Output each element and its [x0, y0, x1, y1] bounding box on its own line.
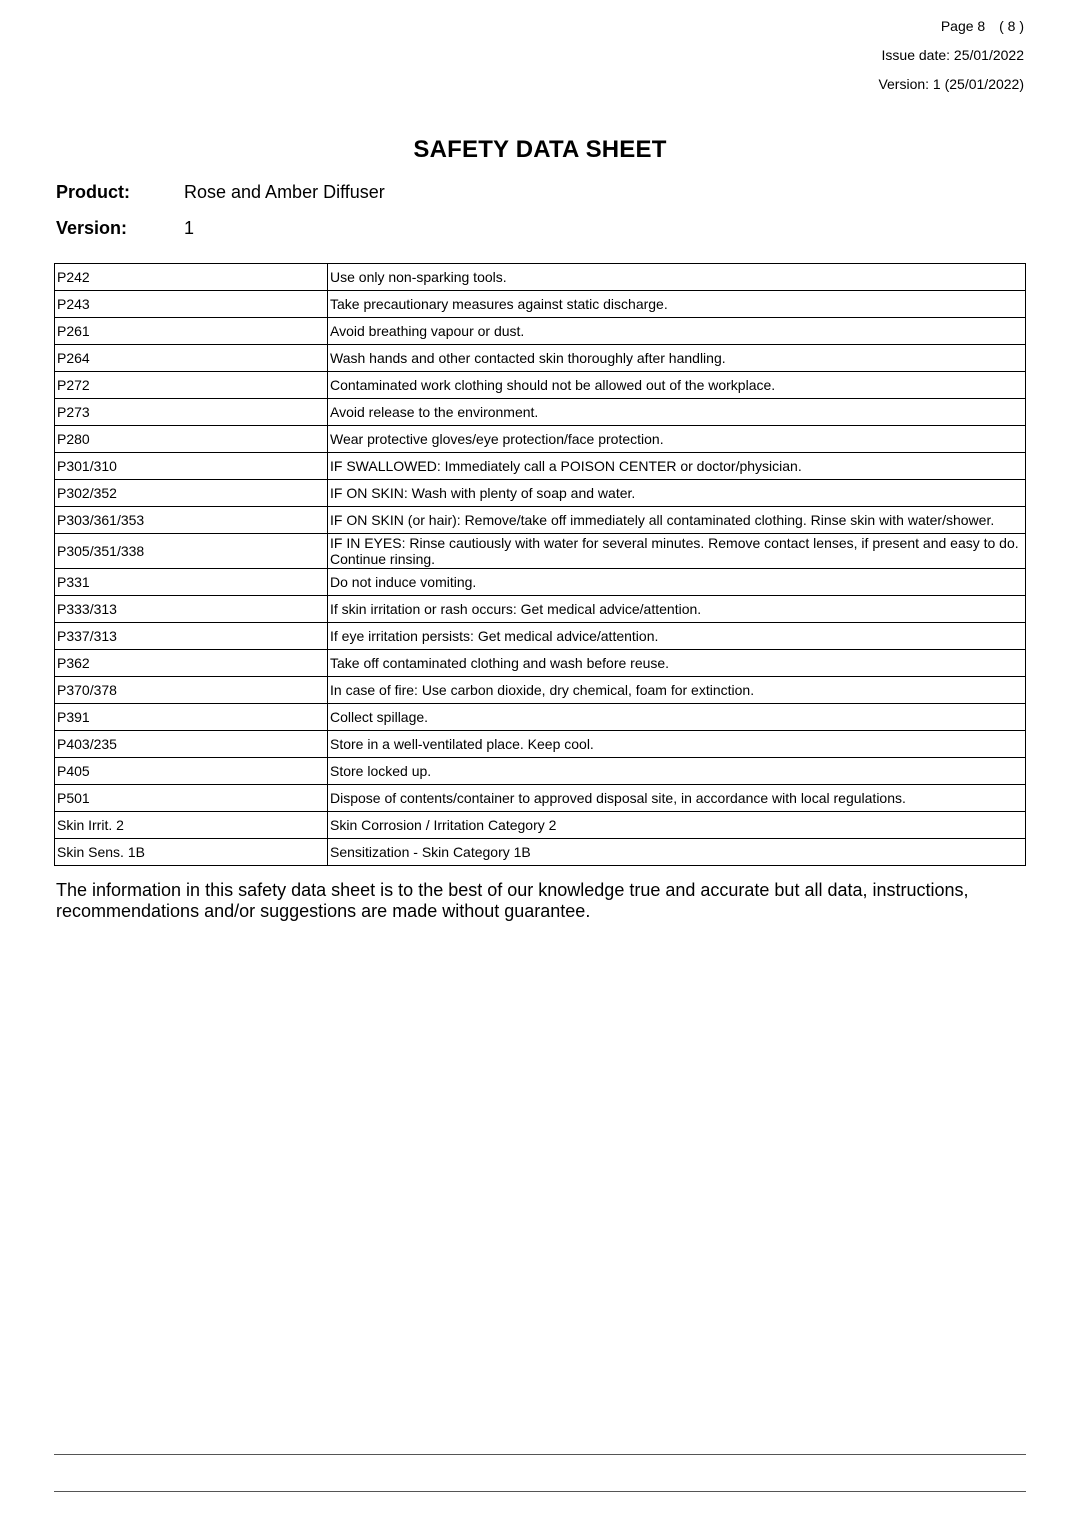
statement-code: Skin Irrit. 2 [55, 812, 328, 839]
page-header [878, 12, 1024, 99]
statement-code: P405 [55, 758, 328, 785]
statement-code: P337/313 [55, 623, 328, 650]
document-title: SAFETY DATA SHEET [413, 136, 667, 163]
precautionary-statements-table [54, 263, 1026, 866]
version-value: 1 [184, 218, 195, 238]
statement-text: Take off contaminated clothing and wash before reuse. [328, 650, 1026, 677]
page-number-value: 8 [977, 18, 986, 34]
table-row [55, 623, 1026, 650]
statement-code: P272 [55, 372, 328, 399]
table-row [55, 426, 1026, 453]
statement-code: P391 [55, 704, 328, 731]
table-row [55, 785, 1026, 812]
statement-text: IF ON SKIN: Wash with plenty of soap and water. [328, 480, 1026, 507]
statement-text: Wear protective gloves/eye protection/face protection. [328, 426, 1026, 453]
table-row [55, 569, 1026, 596]
table-row [55, 264, 1026, 291]
statement-code: Skin Sens. 1B [55, 839, 328, 866]
statement-code: P242 [55, 264, 328, 291]
statement-code: P273 [55, 399, 328, 426]
table-row [55, 507, 1026, 534]
issue-date: Issue date: 25/01/2022 [881, 47, 1024, 63]
statement-text: Dispose of contents/container to approved disposal site, in accordance with local regulations. [328, 785, 1026, 812]
statement-text: Contaminated work clothing should not be allowed out of the workplace. [328, 372, 1026, 399]
table-row [55, 480, 1026, 507]
table-row [55, 812, 1026, 839]
page-number [878, 12, 1024, 41]
statement-text: If eye irritation persists: Get medical advice/attention. [328, 623, 1026, 650]
table-row [55, 731, 1026, 758]
statement-code: P305/351/338 [55, 534, 328, 569]
table-row [55, 758, 1026, 785]
table-row [55, 399, 1026, 426]
statement-code: P501 [55, 785, 328, 812]
table-row [55, 704, 1026, 731]
version-label: Version: [56, 218, 128, 238]
version-row [56, 218, 194, 239]
statement-text: If skin irritation or rash occurs: Get medical advice/attention. [328, 596, 1026, 623]
table-row [55, 677, 1026, 704]
statement-code: P333/313 [55, 596, 328, 623]
statement-text: Take precautionary measures against static discharge. [328, 291, 1026, 318]
footer-divider [54, 1491, 1026, 1492]
statement-text: IF ON SKIN (or hair): Remove/take off immediately all contaminated clothing. Rinse skin with water/shower. [328, 507, 1026, 534]
statement-text: IF SWALLOWED: Immediately call a POISON CENTER or doctor/physician. [328, 453, 1026, 480]
product-label: Product: [56, 182, 130, 202]
statement-text: Skin Corrosion / Irritation Category 2 [328, 812, 1026, 839]
table-row [55, 318, 1026, 345]
statement-code: P301/310 [55, 453, 328, 480]
statement-code: P403/235 [55, 731, 328, 758]
table-row [55, 291, 1026, 318]
page-total: ( 8 ) [999, 18, 1024, 34]
product-row [56, 182, 385, 203]
version-line: Version: 1 (25/01/2022) [878, 76, 1024, 92]
table-row [55, 372, 1026, 399]
statement-code: P362 [55, 650, 328, 677]
statement-code: P264 [55, 345, 328, 372]
footer-divider [54, 1454, 1026, 1455]
statement-code: P303/361/353 [55, 507, 328, 534]
statement-text: Use only non-sparking tools. [328, 264, 1026, 291]
statement-text: Sensitization - Skin Category 1B [328, 839, 1026, 866]
table-row [55, 596, 1026, 623]
page-label: Page [940, 18, 974, 34]
statement-code: P280 [55, 426, 328, 453]
product-value: Rose and Amber Diffuser [184, 182, 385, 202]
statement-code: P370/378 [55, 677, 328, 704]
disclaimer: The information in this safety data sheet is to the best of our knowledge true and accurate but all data, instructions, recommendations and/or suggestions are made without guarantee. [56, 880, 969, 921]
statement-text: Avoid breathing vapour or dust. [328, 318, 1026, 345]
statement-code: P261 [55, 318, 328, 345]
statement-text: Avoid release to the environment. [328, 399, 1026, 426]
table-row [55, 650, 1026, 677]
table-row [55, 534, 1026, 569]
statement-text: IF IN EYES: Rinse cautiously with water for several minutes. Remove contact lenses, if present and easy to do. Continue rinsing. [328, 534, 1026, 569]
statement-text: Do not induce vomiting. [328, 569, 1026, 596]
statement-text: In case of fire: Use carbon dioxide, dry chemical, foam for extinction. [328, 677, 1026, 704]
statement-text: Collect spillage. [328, 704, 1026, 731]
statement-text: Wash hands and other contacted skin thoroughly after handling. [328, 345, 1026, 372]
statement-text: Store locked up. [328, 758, 1026, 785]
statement-code: P302/352 [55, 480, 328, 507]
statement-code: P331 [55, 569, 328, 596]
table-row [55, 453, 1026, 480]
table-row [55, 345, 1026, 372]
statement-code: P243 [55, 291, 328, 318]
statement-text: Store in a well-ventilated place. Keep cool. [328, 731, 1026, 758]
table-row [55, 839, 1026, 866]
